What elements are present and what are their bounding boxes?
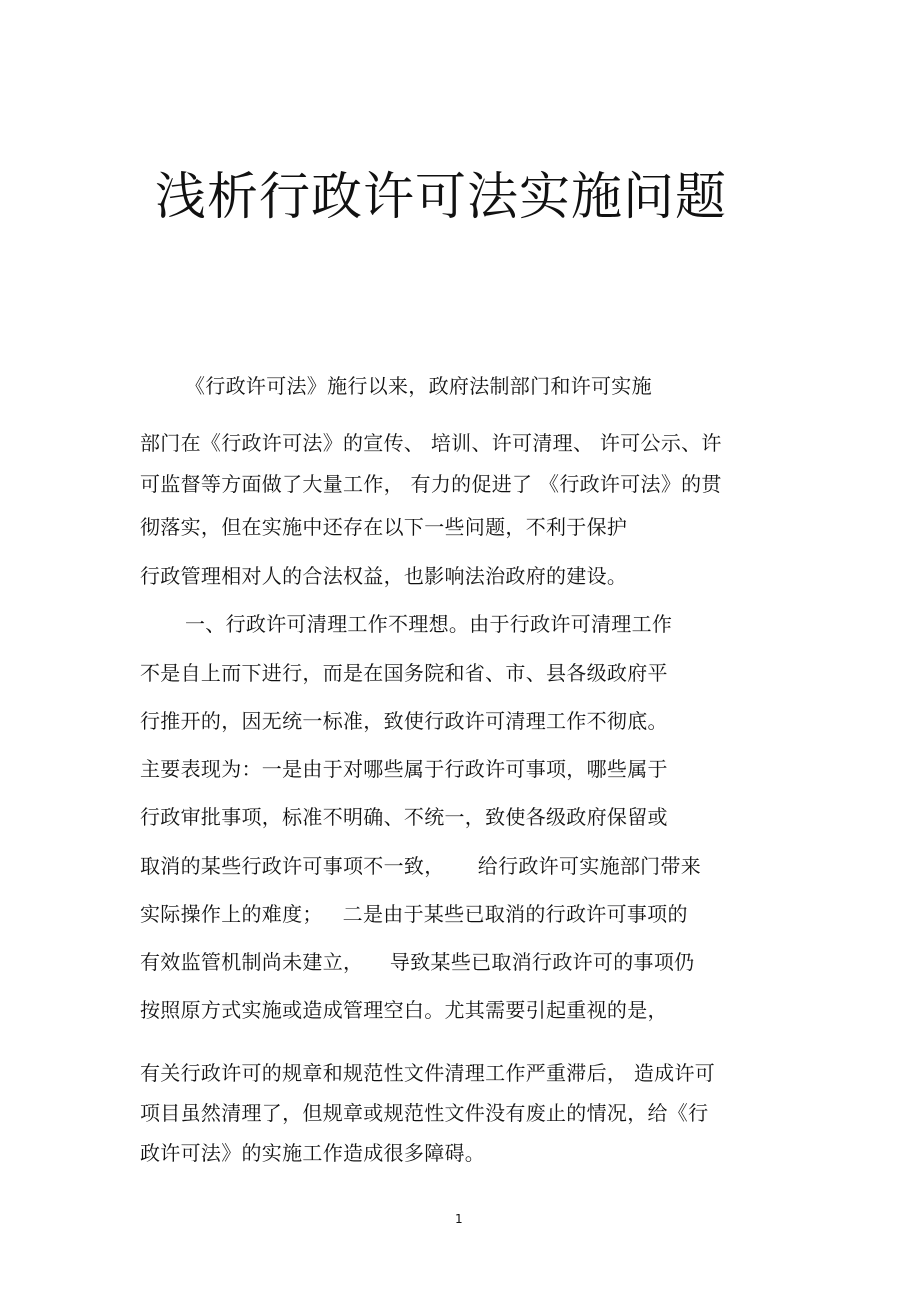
body-line-6: 一、行政许可清理工作不理想。由于行政许可清理工作 [185,612,673,636]
body-line-4: 彻落实，但在实施中还存在以下一些问题，不利于保护 [140,515,628,539]
body-line-11: 取消的某些行政许可事项不一致， 给行政许可实施部门带来 [140,854,702,878]
body-line-7: 不是自上而下进行，而是在国务院和省、市、县各级政府平 [140,661,668,685]
body-line-17: 政许可法》的实施工作造成很多障碍。 [140,1141,486,1165]
body-line-16: 项目虽然清理了，但规章或规范性文件没有废止的情况，给《行 [140,1101,709,1125]
body-line-10: 行政审批事项，标准不明确、不统一，致使各级政府保留或 [140,805,668,829]
body-line-1: 《行政许可法》施行以来，政府法制部门和许可实施 [185,374,652,398]
body-line-3: 可监督等方面做了大量工作， 有力的促进了 《行政许可法》的贯 [140,472,722,496]
body-line-8: 行推开的，因无统一标准，致使行政许可清理工作不彻底。 [140,709,668,733]
body-line-13: 有效监管机制尚未建立， 导致某些已取消行政许可的事项仍 [140,950,695,974]
body-line-5: 行政管理相对人的合法权益，也影响法治政府的建设。 [140,564,628,588]
body-line-9: 主要表现为：一是由于对哪些属于行政许可事项，哪些属于 [140,757,668,781]
document-title: 浅析行政许可法实施问题 [155,168,728,227]
body-line-14: 按照原方式实施或造成管理空白。尤其需要引起重视的是， [140,998,668,1022]
page-number: 1 [455,1212,463,1226]
body-line-12: 实际操作上的难度； 二是由于某些已取消的行政许可事项的 [140,902,688,926]
body-line-2: 部门在《行政许可法》的宣传、 培训、许可清理、 许可公示、许 [140,431,722,455]
body-line-15: 有关行政许可的规章和规范性文件清理工作严重滞后， 造成许可 [140,1061,716,1085]
